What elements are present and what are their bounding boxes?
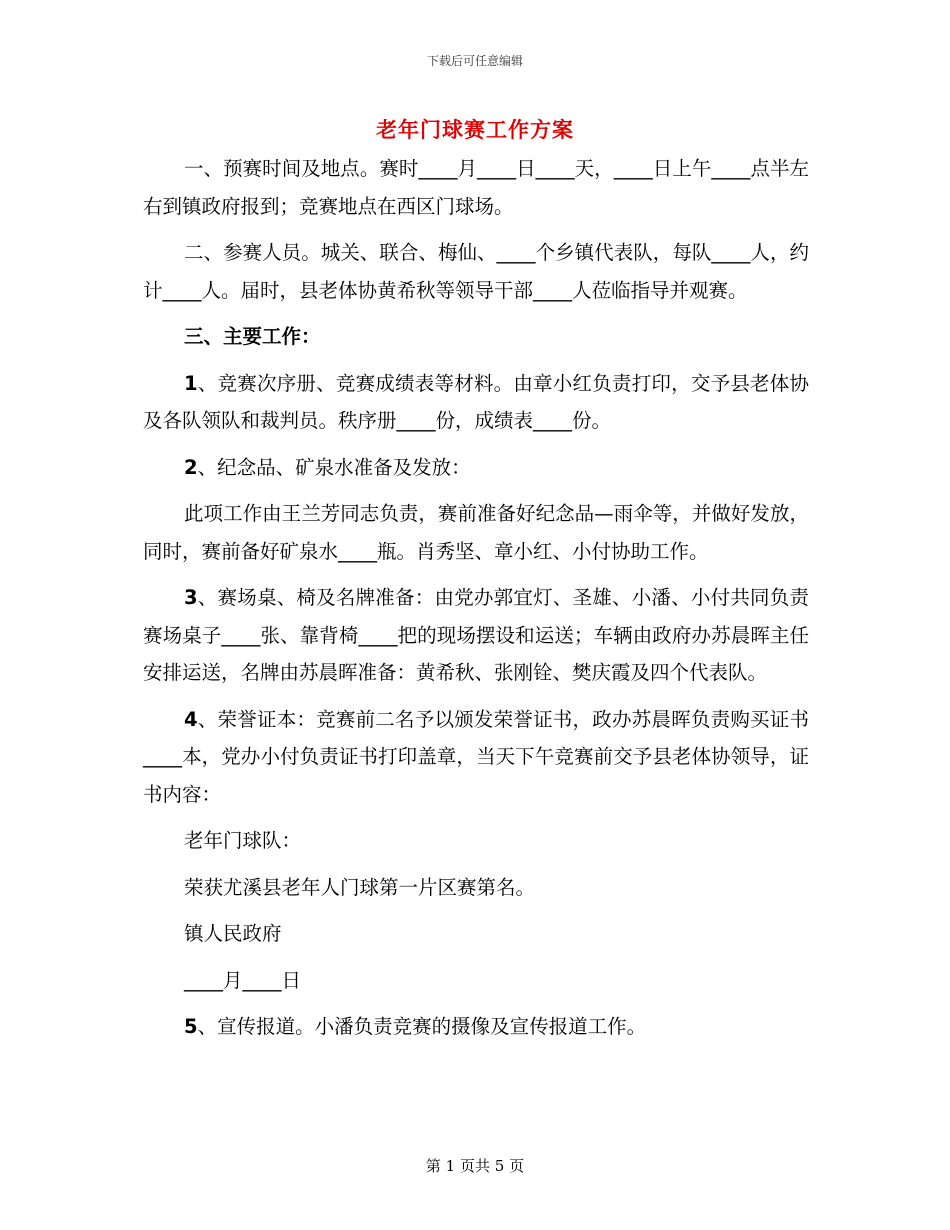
- item-5-text: 、宣传报道。小潘负责竞赛的摄像及宣传报道工作。: [197, 1015, 647, 1038]
- item-3-text: 、赛场桌、椅及名牌准备：由党办郭宜灯、圣雄、小潘、小付共同负责赛场桌子____张、靠背椅____把的现场摆设和运送；车辆由政府办苏晨晖主任安排运送，名牌由苏晨晖准备：黄希秋、张刚铨、樊庆霞及四个代表队。: [143, 586, 809, 684]
- section-2-participants: 二、参赛人员。城关、联合、梅仙、____个乡镇代表队，每队____人，约计____人。届时，县老体协黄希秋等领导干部____人莅临指导并观赛。: [143, 241, 809, 302]
- item-1: [143, 365, 809, 440]
- item-4-text: 、荣誉证本：竞赛前二名予以颁发荣誉证书，政办苏晨晖负责购买证书____本，党办小付负责证书打印盖章，当天下午竞赛前交予县老体协领导，证书内容：: [143, 707, 809, 806]
- certificate-line-3: 镇人民政府: [184, 922, 282, 945]
- page-footer: 第 1 页共 5 页: [425, 1157, 525, 1175]
- item-5: [143, 1008, 809, 1046]
- item-5-number: 5: [184, 1015, 198, 1038]
- item-1-text: 、竞赛次序册、竞赛成绩表等材料。由章小红负责打印，交予县老体协及各队领队和裁判员。秩序册____份，成绩表____份。: [143, 371, 809, 432]
- header-note: 下载后可任意编辑: [426, 54, 523, 68]
- item-2-number: 2: [184, 455, 198, 479]
- item-2-body: 此项工作由王兰芳同志负责，赛前准备好纪念品—雨伞等，并做好发放，同时，赛前备好矿泉水____瓶。肖秀坚、章小红、小付协助工作。: [143, 502, 809, 563]
- item-2-text: 、纪念品、矿泉水准备及发放：: [197, 455, 471, 479]
- certificate-line-2: 荣获尤溪县老年人门球第一片区赛第名。: [184, 875, 536, 899]
- item-4: [143, 701, 809, 814]
- item-1-number: 1: [184, 371, 198, 395]
- section-1-time-location: 一、预赛时间及地点。赛时____月____日____天，____日上午____点半左右到镇政府报到；竞赛地点在西区门球场。: [143, 157, 809, 218]
- item-3-number: 3: [184, 586, 198, 609]
- item-3: [143, 579, 809, 692]
- certificate-line-1: 老年门球队：: [184, 829, 302, 852]
- item-4-number: 4: [184, 707, 198, 731]
- document-body: [143, 150, 809, 1046]
- document-title: 老年门球赛工作方案: [376, 118, 574, 142]
- certificate-line-4: ____月____日: [184, 968, 302, 992]
- section-3-heading: 三、主要工作：: [184, 325, 321, 348]
- item-2: [143, 449, 809, 487]
